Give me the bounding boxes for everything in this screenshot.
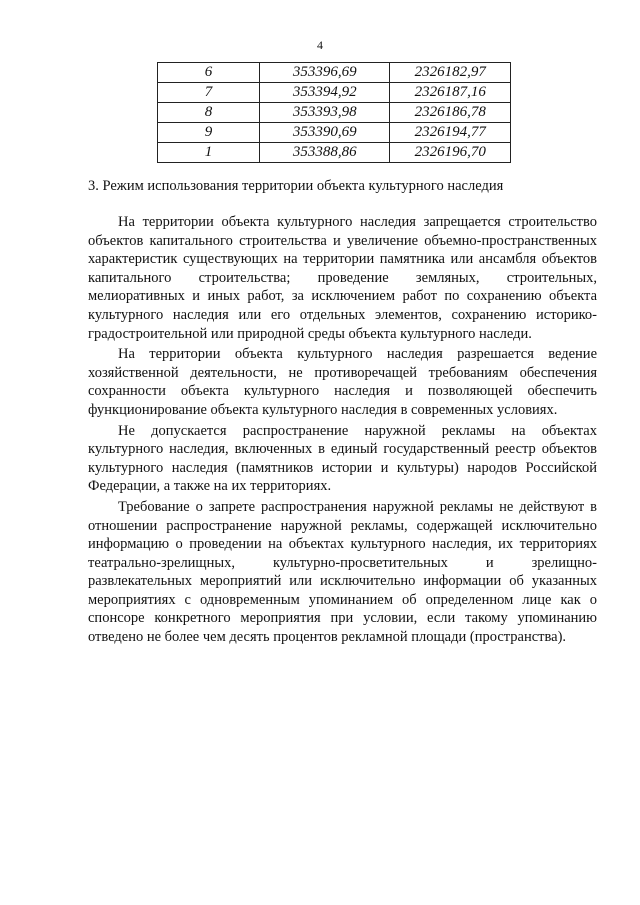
- y-coordinate-cell: 2326182,97: [390, 63, 511, 83]
- table-row: [158, 143, 511, 163]
- point-number-cell: 6: [158, 63, 260, 83]
- point-number-cell: 9: [158, 123, 260, 143]
- section-heading: 3. Режим использования территории объекта культурного наследия: [88, 178, 504, 194]
- table-row: [158, 63, 511, 83]
- page-number: 4: [317, 38, 323, 52]
- x-coordinate-cell: 353390,69: [260, 123, 390, 143]
- x-coordinate-cell: 353396,69: [260, 63, 390, 83]
- table-row: [158, 123, 511, 143]
- section-body: [88, 213, 597, 649]
- x-coordinate-cell: 353388,86: [260, 143, 390, 163]
- x-coordinate-cell: 353394,92: [260, 83, 390, 103]
- y-coordinate-cell: 2326194,77: [390, 123, 511, 143]
- table-row: [158, 103, 511, 123]
- point-number-cell: 1: [158, 143, 260, 163]
- table-row: [158, 83, 511, 103]
- paragraph: На территории объекта культурного наследия разрешается ведение хозяйственной деятельности, не противоречащей требованиям обеспечения сохранности объекта культурного наследия и позволяющей обеспечить функционирование объекта культурного наследия в современных условиях.: [88, 346, 597, 418]
- paragraph: На территории объекта культурного наследия запрещается строительство объектов капитального строительства и увеличение объемно-пространственных характеристик существующих на территории памятника или ансамбля объектов капитального строительства; проведение земляных, строительных, мелиоративных и иных работ, за исключением работ по сохранению объекта культурного наследия или его отдельных элементов, сохранению историко-градостроительной или природной среды объекта культурного наследи.: [88, 214, 597, 342]
- paragraph: Требование о запрете распространения наружной рекламы не действуют в отношении распространение наружной рекламы, содержащей исключительно информацию о проведении на объектах культурного наследия, их территориях театрально-зрелищных, культурно-просветительных и зрелищно-развлекательных мероприятий или исключительно информации об указанных мероприятиях с одновременным упоминанием об определенном лице как о спонсоре конкретного мероприятия при условии, если такому упоминанию отведено не более чем десять процентов рекламной площади (пространства).: [88, 498, 597, 646]
- point-number-cell: 7: [158, 83, 260, 103]
- x-coordinate-cell: 353393,98: [260, 103, 390, 123]
- point-number-cell: 8: [158, 103, 260, 123]
- y-coordinate-cell: 2326187,16: [390, 83, 511, 103]
- coordinates-table: [157, 62, 511, 163]
- y-coordinate-cell: 2326186,78: [390, 103, 511, 123]
- y-coordinate-cell: 2326196,70: [390, 143, 511, 163]
- paragraph: Не допускается распространение наружной рекламы на объектах культурного наследия, включенных в единый государственный реестр объектов культурного наследия (памятников истории и культуры) народов Российской Федерации, а также на их территориях.: [88, 422, 597, 495]
